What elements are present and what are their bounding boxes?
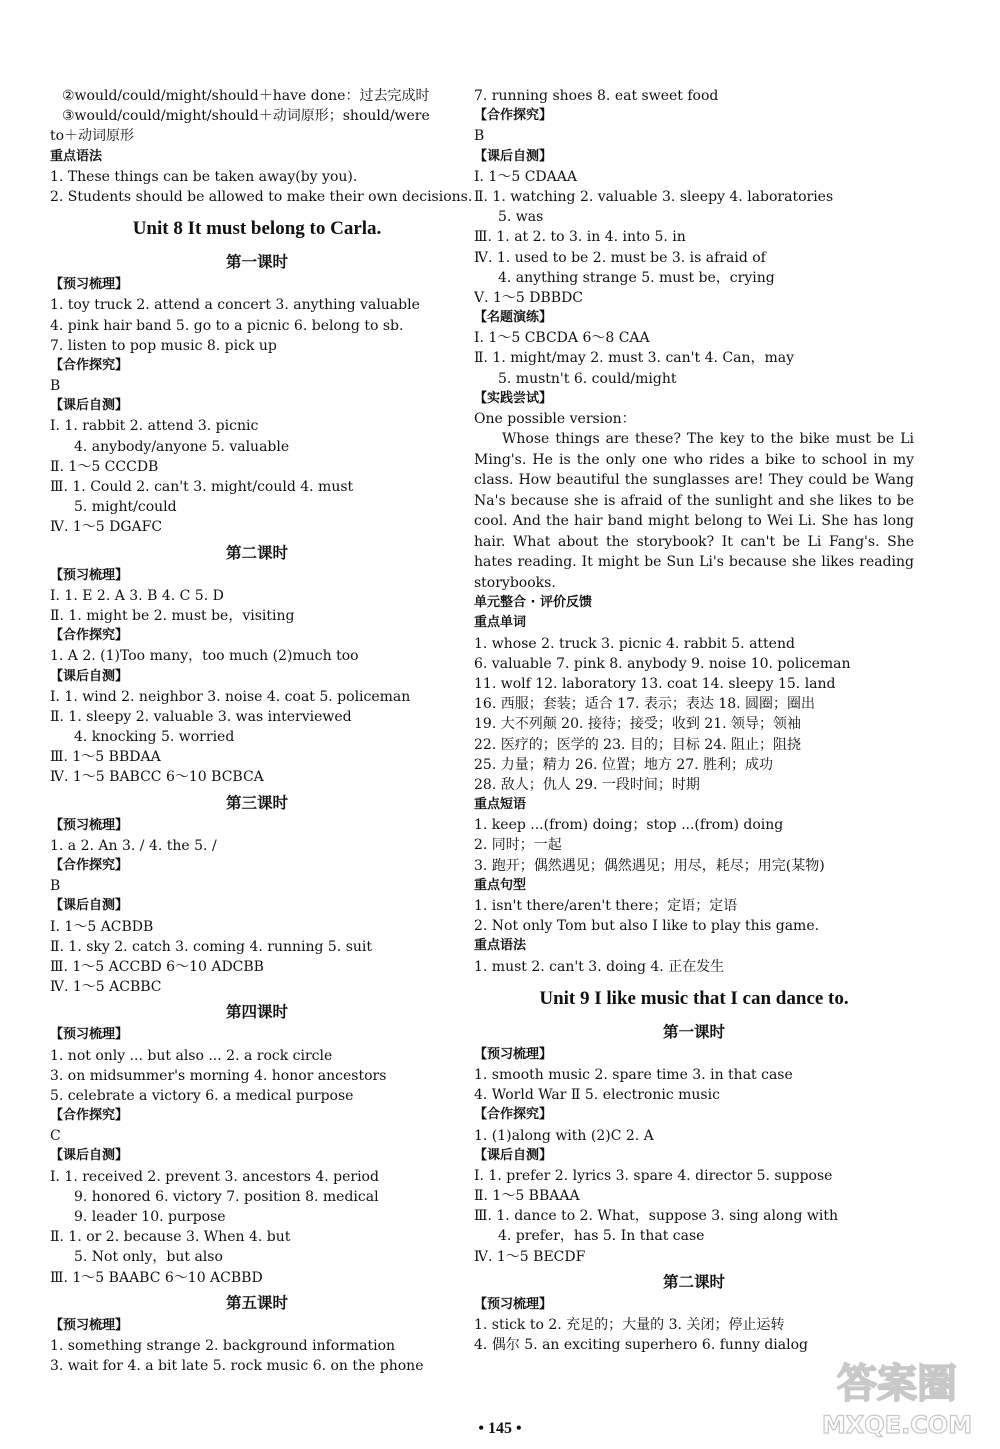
section-heading: 【课后自测】	[50, 1148, 129, 1164]
text-line: 6. valuable 7. pink 8. anybody 9. noise 10. policeman	[474, 655, 851, 672]
text-line: Ⅰ. 1. wind 2. neighbor 3. noise 4. coat 5. policeman	[50, 688, 411, 705]
text-line: Ⅳ. 1. used to be 2. must be 3. is afraid of	[474, 249, 766, 266]
text-line: Ⅱ. 1. sleepy 2. valuable 3. was interviewed	[50, 708, 352, 725]
section-heading: 重点语法	[50, 148, 103, 164]
text-line: Ⅳ. 1～5 DGAFC	[50, 519, 163, 536]
text-line: 1. smooth music 2. spare time 3. in that case	[474, 1066, 793, 1083]
section-heading: 【预习梳理】	[50, 817, 129, 833]
text-line: B	[50, 378, 61, 395]
text-line: 7. listen to pop music 8. pick up	[50, 337, 277, 354]
text-line: to＋动词原形	[50, 128, 135, 145]
section-heading: 【预习梳理】	[50, 1027, 129, 1043]
text-line: 1. something strange 2. background information	[50, 1337, 396, 1354]
text-line: Ⅱ. 1. sky 2. catch 3. coming 4. running 5. suit	[50, 938, 373, 955]
text-line: Ⅳ. 1～5 BABCC 6～10 BCBCA	[50, 769, 264, 786]
section-heading: 【课后自测】	[474, 1147, 553, 1163]
section-heading: 【预习梳理】	[474, 1046, 553, 1062]
section-heading: 【合作探究】	[474, 1107, 553, 1123]
text-line: 28. 敌人；仇人 29. 一段时间；时期	[474, 776, 700, 793]
unit-8-title: Unit 8 It must belong to Carla.	[132, 218, 382, 240]
section-heading: 【预习梳理】	[50, 1317, 129, 1333]
text-line: One possible version：	[474, 411, 636, 427]
watermark-site: MXQE.COM	[821, 1411, 973, 1439]
section-heading: 【合作探究】	[474, 108, 553, 124]
lesson-title: 第五课时	[225, 1293, 288, 1312]
text-line: 3. 跑开；偶然遇见；偶然遇见；用尽，耗尽；用完(某物)	[474, 857, 825, 874]
section-heading: 【名题演练】	[474, 310, 553, 326]
section-heading: 【合作探究】	[50, 858, 129, 873]
lesson-title: 第三课时	[225, 793, 288, 812]
text-line: 9. leader 10. purpose	[74, 1209, 226, 1225]
text-line: Ⅴ. 1～5 DBBDC	[474, 289, 584, 306]
section-heading: 【课后自测】	[474, 148, 553, 164]
text-line: 1. keep ...(from) doing；stop ...(from) doing	[474, 817, 784, 834]
section-heading: 【实践尝试】	[474, 390, 553, 406]
text-line: 5. Not only，but also	[74, 1249, 223, 1266]
lesson-title: 第一课时	[662, 1022, 725, 1041]
text-line: 5. celebrate a victory 6. a medical purpose	[50, 1087, 354, 1104]
text-line: B	[474, 128, 485, 145]
text-line: Ⅰ. 1～5 CDAAA	[474, 168, 577, 185]
text-line: 1. A 2. (1)Too many，too much (2)much too	[50, 648, 359, 665]
text-line: 1. (1)along with (2)C 2. A	[474, 1127, 654, 1144]
text-line: Ⅳ. 1～5 BECDF	[474, 1248, 586, 1265]
text-line: 2. Students should be allowed to make their own decisions.	[50, 188, 473, 205]
text-line: 1. a 2. An 3. / 4. the 5. /	[50, 837, 217, 854]
text-line: 5. mustn't 6. could/might	[498, 370, 677, 387]
text-line: Ⅰ. 1. rabbit 2. attend 3. picnic	[50, 418, 259, 435]
section-heading: 重点语法	[474, 938, 527, 954]
text-line: 2. Not only Tom but also I like to play this game.	[474, 918, 820, 935]
text-line: 5. might/could	[74, 499, 177, 516]
text-line: 22. 医疗的；医学的 23. 目的；目标 24. 阻止；阻挠	[474, 736, 802, 753]
text-line: ②would/could/might/should＋have done：过去完成时	[62, 88, 430, 104]
text-line: 4. 偶尔 5. an exciting superhero 6. funny dialog	[474, 1337, 808, 1354]
text-line: 4. anybody/anyone 5. valuable	[74, 438, 290, 455]
text-line: Ⅰ. 1. prefer 2. lyrics 3. spare 4. director 5. suppose	[474, 1167, 833, 1184]
text-line: 1. whose 2. truck 3. picnic 4. rabbit 5. attend	[474, 635, 795, 652]
text-line: 9. honored 6. victory 7. position 8. medical	[74, 1188, 379, 1205]
text-line: Ⅲ. 1. dance to 2. What，suppose 3. sing along with	[474, 1208, 838, 1225]
text-line: Ⅲ. 1～5 BAABC 6～10 ACBBD	[50, 1269, 263, 1286]
unit-9-title: Unit 9 I like music that I can dance to.	[539, 987, 849, 1009]
section-heading: 重点单词	[474, 615, 527, 631]
text-line: 11. wolf 12. laboratory 13. coat 14. sleepy 15. land	[474, 675, 836, 692]
text-line: Ⅰ. 1～5 ACBDB	[50, 918, 154, 935]
text-line: Ⅳ. 1～5 ACBBC	[50, 979, 162, 996]
section-heading: 【合作探究】	[50, 357, 129, 373]
text-line: Ⅲ. 1～5 ACCBD 6～10 ADCBB	[50, 958, 264, 975]
text-line: ③would/could/might/should＋动词原形；should/were	[62, 108, 430, 125]
text-line: Ⅰ. 1～5 CBCDA 6～8 CAA	[474, 330, 650, 347]
text-line: Ⅱ. 1. might/may 2. must 3. can't 4. Can，may	[474, 350, 794, 367]
text-line: Ⅱ. 1. watching 2. valuable 3. sleepy 4. laboratories	[474, 188, 834, 205]
text-line: Ⅱ. 1～5 CCCDB	[50, 458, 159, 475]
text-line: 4. World War Ⅱ 5. electronic music	[474, 1087, 720, 1104]
text-line: B	[50, 878, 61, 895]
section-heading: 【课后自测】	[50, 898, 129, 914]
text-line: 1. These things can be taken away(by you).	[50, 168, 358, 185]
section-heading: 【合作探究】	[50, 628, 129, 644]
text-line: 4. prefer，has 5. In that case	[498, 1228, 705, 1245]
watermark-brand: 答案圈	[837, 1361, 957, 1407]
text-line: Ⅲ. 1. Could 2. can't 3. might/could 4. must	[50, 479, 354, 495]
text-line: 4. knocking 5. worried	[74, 729, 235, 746]
section-heading: 【预习梳理】	[50, 277, 129, 293]
text-line: 1. isn't there/aren't there；定语；定语	[474, 898, 738, 914]
text-line: Ⅲ. 1. at 2. to 3. in 4. into 5. in	[474, 229, 686, 246]
text-line: 25. 力量；精力 26. 位置；地方 27. 胜利；成功	[474, 756, 774, 773]
lesson-title: 第四课时	[225, 1003, 288, 1022]
text-line: 3. on midsummer's morning 4. honor ancestors	[50, 1067, 387, 1084]
text-line: Ⅰ. 1. received 2. prevent 3. ancestors 4. period	[50, 1168, 379, 1185]
section-heading: 【合作探究】	[50, 1108, 129, 1124]
text-line: C	[50, 1128, 61, 1145]
text-line: 1. stick to 2. 充足的；大量的 3. 关闭；停止运转	[474, 1317, 785, 1333]
lesson-title: 第二课时	[225, 543, 288, 562]
watermark-logo-icon	[812, 1353, 982, 1441]
section-heading: 【课后自测】	[50, 668, 129, 684]
left-column	[50, 86, 473, 1376]
page-number: • 145 •	[478, 1420, 522, 1437]
lesson-title: 第一课时	[225, 253, 288, 272]
text-line: 5. was	[498, 209, 544, 226]
section-heading: 【课后自测】	[50, 398, 129, 414]
sample-essay: Whose things are these? The key to the bike must be Li Ming's. He is the only one who rides a bike to school in my class. How beautiful the sunglasses are! They could be Wang Na's because she is afraid of the sunlight and she likes to be cool. And the hair band might belong to Wei Li. She has long hair. What about the storybook? It can't be Li Fang's. She hates reading. It might be Sun Li's because she likes reading storybooks.	[474, 431, 914, 591]
section-heading: 重点短语	[474, 797, 527, 813]
text-line: Ⅱ. 1～5 BBAAA	[474, 1188, 580, 1205]
text-line: 1. not only ... but also ... 2. a rock circle	[50, 1047, 333, 1064]
text-line: 19. 大不列颠 20. 接待；接受；收到 21. 领导；领袖	[474, 716, 802, 733]
text-line: 16. 西服；套装；适合 17. 表示；表达 18. 圆圈；圈出	[474, 696, 816, 713]
text-line: 4. pink hair band 5. go to a picnic 6. belong to sb.	[50, 317, 404, 334]
lesson-title: 第二课时	[662, 1272, 725, 1291]
text-line: 7. running shoes 8. eat sweet food	[474, 88, 719, 104]
text-line: 1. toy truck 2. attend a concert 3. anything valuable	[50, 297, 420, 314]
text-line: 4. anything strange 5. must be，crying	[498, 269, 775, 286]
section-heading: 【预习梳理】	[50, 567, 129, 583]
text-line: 3. wait for 4. a bit late 5. rock music 6. on the phone	[50, 1358, 424, 1375]
section-heading: 【预习梳理】	[474, 1296, 553, 1312]
text-line: Ⅰ. 1. E 2. A 3. B 4. C 5. D	[50, 587, 224, 604]
right-column	[474, 86, 914, 1355]
text-line: Ⅱ. 1. or 2. because 3. When 4. but	[50, 1229, 291, 1246]
section-heading: 重点句型	[474, 877, 527, 893]
text-line: 1. must 2. can't 3. doing 4. 正在发生	[474, 958, 725, 975]
text-line: Ⅱ. 1. might be 2. must be，visiting	[50, 607, 295, 624]
review-heading: 单元整合 · 评价反馈	[474, 595, 592, 611]
text-line: Ⅲ. 1～5 BBDAA	[50, 749, 161, 766]
text-line: 2. 同时；一起	[474, 837, 562, 854]
